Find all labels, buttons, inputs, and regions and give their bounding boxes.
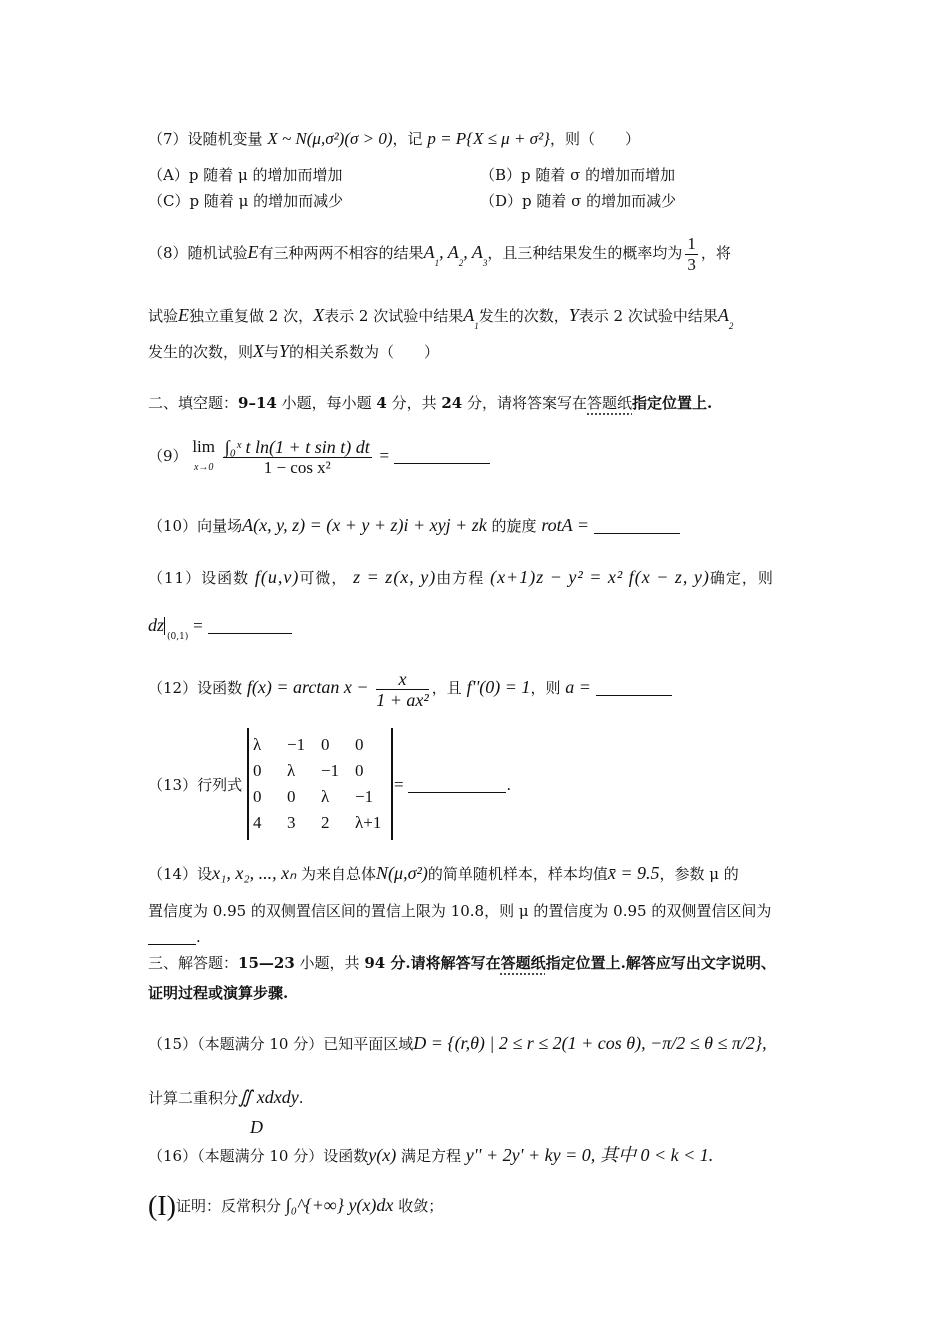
q7-stem: （7）设随机变量 X ~ N(μ,σ²)(σ > 0)，记 p = P{X ≤ μ + σ²}，则（ ） bbox=[148, 129, 640, 148]
q10: （10）向量场A(x, y, z) = (x + y + z)i + xyj + zk 的旋度 rotA = bbox=[148, 514, 805, 537]
option-d-label: （D） bbox=[480, 192, 523, 210]
q15-line1: （15）（本题满分 10 分）已知平面区域D = {(r,θ) | 2 ≤ r ≤ 2(1 + cos θ), −π/2 ≤ θ ≤ π/2}, bbox=[148, 1033, 767, 1053]
option-c: p 随着 μ 的增加而减少 bbox=[189, 192, 344, 210]
q7-options-row2 bbox=[148, 190, 805, 212]
q14-line3: . bbox=[148, 926, 805, 948]
q13-determinant: λ −1 0 0 0 λ −1 0 0 0 λ −1 4 3 2 λ+1 bbox=[247, 728, 393, 840]
q15-region-subscript: D bbox=[250, 1117, 263, 1137]
q15-line2: 计算二重积分∬ xdxdy. bbox=[148, 1087, 304, 1107]
q9-fraction: $\frac{\text{∫₀ˣ t ln(1 + t sin t) dt}}{\text{1 − cos x²}}$ bbox=[224, 436, 370, 477]
q11-answer-blank[interactable] bbox=[208, 617, 292, 634]
q8-line2: 试验E独立重复做 2 次，X表示 2 次试验中结果$A_1$发生的次数，Y表示 2 次试验中结果$A_2$ bbox=[148, 305, 734, 331]
section3-heading-line2: 证明过程或演算步骤. bbox=[148, 984, 289, 1002]
q14-answer-blank[interactable] bbox=[148, 928, 196, 945]
option-c-label: （C） bbox=[148, 192, 190, 210]
option-d: p 随着 σ 的增加而减少 bbox=[522, 192, 677, 210]
q7-options-row1 bbox=[148, 164, 805, 186]
q14-line1: （14）设x₁, x₂, ..., xₙ 为来自总体N(μ,σ²)的简单随机样本，样本均值x̄ = 9.5，参数 μ 的 bbox=[148, 863, 739, 883]
q10-answer-blank[interactable] bbox=[594, 517, 680, 534]
option-b: p 随着 σ 的增加而增加 bbox=[521, 166, 676, 184]
q7-probability: p = P{X ≤ μ + σ²} bbox=[427, 129, 550, 148]
section2-heading: 二、填空题：9–14 小题，每小题 4 分，共 24 分，请将答案写在答题纸指定位置上. bbox=[148, 394, 713, 412]
q13-answer-blank[interactable] bbox=[408, 776, 506, 793]
q16-line1: （16）（本题满分 10 分）设函数y(x) 满足方程 y'' + 2y' + ky = 0, 其中 0 < k < 1. bbox=[148, 1145, 714, 1165]
q7-distribution: X ~ N(μ,σ²)(σ > 0) bbox=[267, 129, 393, 148]
q16-part1: (I)证明：反常积分 ∫₀^{+∞} y(x)dx 收敛； bbox=[148, 1191, 444, 1222]
q9: （9） lim x→0 $\frac{\text{∫₀ˣ t ln(1 + t sin t) dt}}{\text{1 − cos x²}}$ = bbox=[148, 426, 805, 496]
option-a: p 随着 μ 的增加而增加 bbox=[188, 166, 343, 184]
q8-fraction: $\frac{1}{3}$ bbox=[687, 233, 696, 274]
q14-line2: 置信度为 0.95 的双侧置信区间的置信上限为 10.8，则 μ 的置信度为 0.95 的双侧置信区间为 bbox=[148, 902, 772, 920]
q13-answer: = . bbox=[394, 775, 512, 794]
option-a-label: （A） bbox=[148, 166, 189, 184]
q12-answer-blank[interactable] bbox=[596, 679, 672, 696]
q13-label: （13）行列式 bbox=[148, 776, 243, 794]
q11-line2: $dz_{(0,1)}$ = bbox=[148, 614, 805, 648]
q12: （12）设函数 f(x) = arctan x − $\frac{x}{\text{1 + ax²}}$ ，且 f''(0) = 1，则 a = bbox=[148, 662, 805, 713]
section3-heading: 三、解答题：15—23 小题，共 94 分.请将解答写在答题纸指定位置上.解答应写出文字说明、 bbox=[148, 954, 776, 972]
option-b-label: （B） bbox=[480, 166, 522, 184]
q11-line1: （11）设函数 f(u,v)可微， z = z(x, y)由方程 (x+1)z − y² = x² f(x − z, y)确定，则 bbox=[148, 567, 774, 587]
q9-answer-blank[interactable] bbox=[394, 447, 490, 464]
q12-fraction: $\frac{x}{\text{1 + ax²}}$ bbox=[376, 668, 429, 710]
q8-line3: 发生的次数，则X与Y的相关系数为（ ） bbox=[148, 341, 440, 361]
q8-line1: （8）随机试验E有三种两两不相容的结果$A_1$, $A_2$, $A_3$，且三种结果发生的概率均为 $\frac{1}{3}$ ，将 bbox=[148, 233, 731, 274]
